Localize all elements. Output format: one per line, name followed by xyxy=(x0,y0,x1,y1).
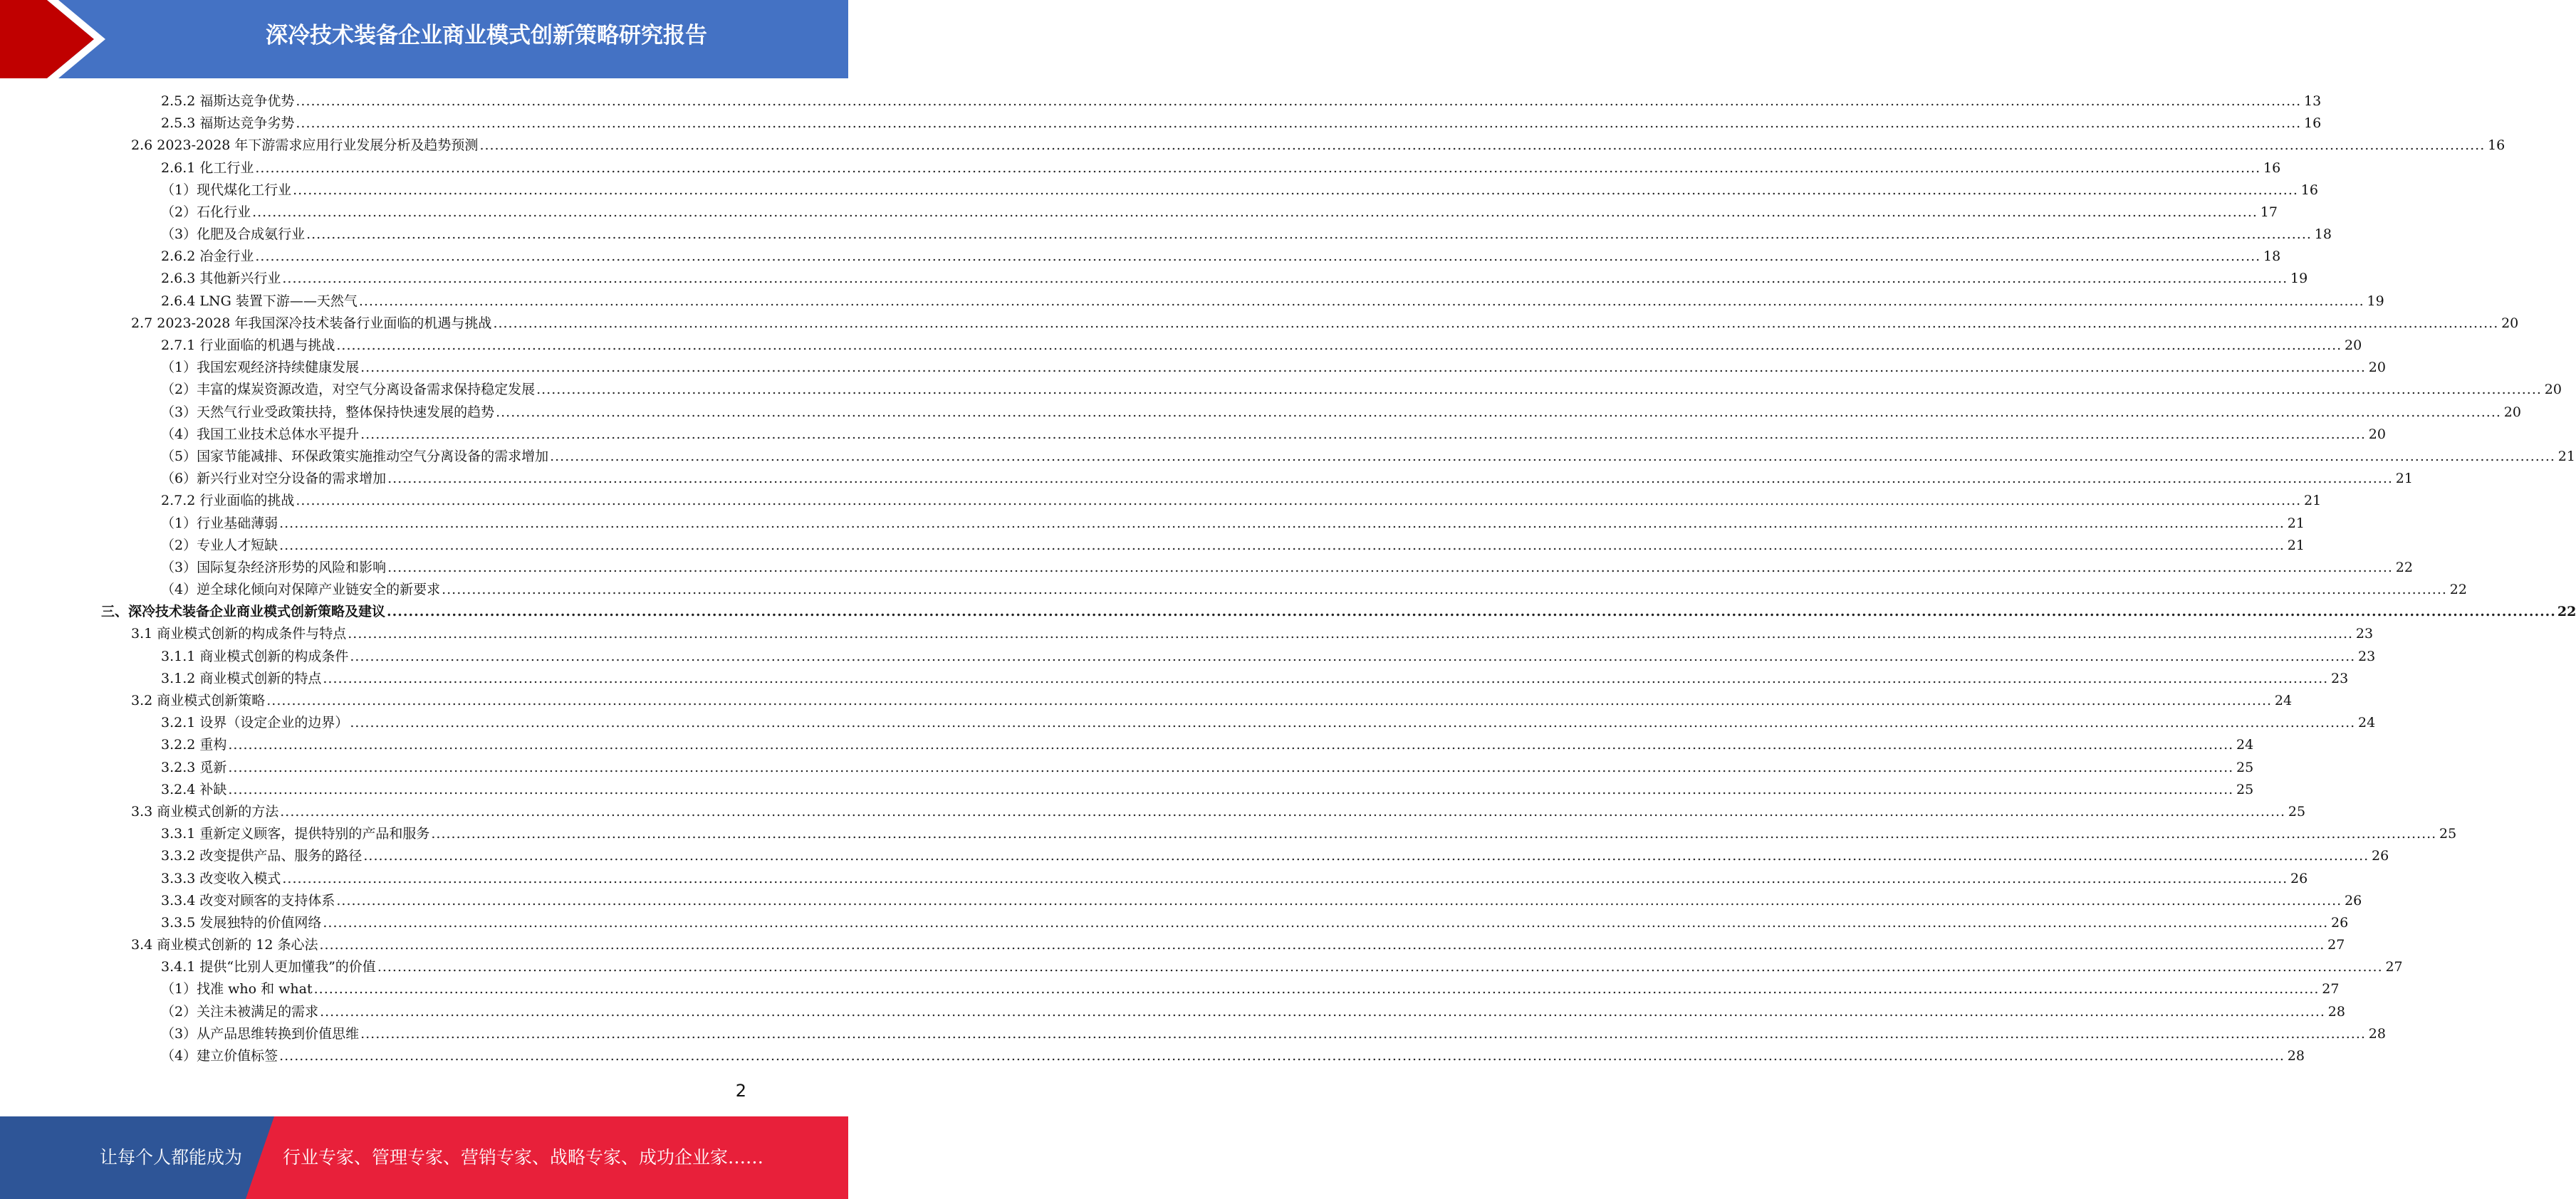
toc-dot-leader: ................................................................................................................................................................................................................................................................................................................................................................................................................ xyxy=(360,360,2366,376)
toc-entry-page: 23 xyxy=(2358,648,2376,664)
toc-entry[interactable] xyxy=(0,112,2322,135)
toc-entry[interactable] xyxy=(0,557,2413,579)
toc-entry-page: 26 xyxy=(2345,892,2362,909)
toc-entry-page: 20 xyxy=(2368,426,2386,442)
toc-dot-leader: ................................................................................................................................................................................................................................................................................................................................................................................................................ xyxy=(387,559,2393,575)
toc-entry-title: （3）从产品思维转换到价值思维 xyxy=(161,1025,360,1042)
toc-entry[interactable] xyxy=(0,690,2293,712)
toc-dot-leader: ................................................................................................................................................................................................................................................................................................................................................................................................................ xyxy=(377,959,2383,975)
toc-entry-page: 22 xyxy=(2557,604,2576,620)
toc-dot-leader: ................................................................................................................................................................................................................................................................................................................................................................................................................ xyxy=(228,781,2234,797)
toc-entry[interactable] xyxy=(0,290,2384,313)
toc-entry[interactable] xyxy=(0,335,2362,357)
toc-entry-page: 20 xyxy=(2345,337,2362,354)
toc-entry-title: 3.3.5 发展独特的价值网络 xyxy=(161,914,322,931)
toc-dot-leader: ................................................................................................................................................................................................................................................................................................................................................................................................................ xyxy=(360,426,2366,442)
toc-entry-page: 16 xyxy=(2300,182,2318,198)
toc-entry-page: 22 xyxy=(2395,559,2413,575)
table-of-contents xyxy=(0,90,2576,1067)
toc-entry[interactable] xyxy=(0,1001,2345,1023)
toc-entry[interactable] xyxy=(0,357,2386,379)
toc-dot-leader: ................................................................................................................................................................................................................................................................................................................................................................................................................ xyxy=(282,271,2288,287)
toc-entry-title: 2.6.2 冶金行业 xyxy=(161,248,254,265)
toc-entry-page: 24 xyxy=(2358,715,2376,731)
toc-entry[interactable] xyxy=(0,979,2340,1001)
toc-dot-leader: ................................................................................................................................................................................................................................................................................................................................................................................................................ xyxy=(296,93,2302,109)
toc-entry-page: 22 xyxy=(2449,582,2467,598)
toc-dot-leader: ................................................................................................................................................................................................................................................................................................................................................................................................................ xyxy=(550,448,2555,464)
toc-entry-title: （5）国家节能减排、环保政策实施推动空气分离设备的需求增加 xyxy=(161,448,549,464)
toc-entry[interactable] xyxy=(0,535,2305,557)
toc-entry-title: 2.6.1 化工行业 xyxy=(161,159,254,176)
toc-entry-title: 3.1 商业模式创新的构成条件与特点 xyxy=(131,626,347,642)
toc-dot-leader: ................................................................................................................................................................................................................................................................................................................................................................................................................ xyxy=(387,471,2393,487)
toc-entry[interactable] xyxy=(0,424,2386,446)
toc-entry-title: （3）化肥及合成氨行业 xyxy=(161,226,306,243)
toc-dot-leader: ................................................................................................................................................................................................................................................................................................................................................................................................................ xyxy=(360,1025,2366,1042)
toc-dot-leader: ................................................................................................................................................................................................................................................................................................................................................................................................................ xyxy=(280,803,2286,820)
toc-entry-title: 3.2.2 重构 xyxy=(161,737,227,753)
toc-entry-title: 3.3.3 改变收入模式 xyxy=(161,870,281,886)
toc-entry[interactable] xyxy=(0,734,2254,756)
toc-entry[interactable] xyxy=(0,624,2374,646)
toc-dot-leader: ................................................................................................................................................................................................................................................................................................................................................................................................................ xyxy=(358,293,2364,309)
toc-entry-page: 23 xyxy=(2355,626,2374,642)
toc-dot-leader: ................................................................................................................................................................................................................................................................................................................................................................................................................ xyxy=(320,1003,2325,1020)
toc-dot-leader: ................................................................................................................................................................................................................................................................................................................................................................................................................ xyxy=(336,892,2342,909)
toc-dot-leader: ................................................................................................................................................................................................................................................................................................................................................................................................................ xyxy=(279,515,2285,531)
toc-entry-page: 20 xyxy=(2501,315,2519,331)
toc-entry-page: 21 xyxy=(2557,448,2575,464)
toc-entry-page: 26 xyxy=(2331,914,2349,931)
toc-dot-leader: ................................................................................................................................................................................................................................................................................................................................................................................................................ xyxy=(536,382,2542,398)
toc-entry-title: 2.7.2 行业面临的挑战 xyxy=(161,493,295,509)
toc-dot-leader: ................................................................................................................................................................................................................................................................................................................................................................................................................ xyxy=(348,626,2354,642)
toc-entry-title: 3.3 商业模式创新的方法 xyxy=(131,803,279,820)
toc-dot-leader: ................................................................................................................................................................................................................................................................................................................................................................................................................ xyxy=(431,826,2437,842)
toc-entry[interactable] xyxy=(0,868,2308,890)
toc-entry-page: 25 xyxy=(2236,781,2254,797)
toc-entry-page: 16 xyxy=(2488,137,2505,154)
toc-entry-page: 16 xyxy=(2304,115,2322,132)
toc-entry[interactable] xyxy=(0,135,2505,157)
toc-dot-leader: ................................................................................................................................................................................................................................................................................................................................................................................................................ xyxy=(296,493,2302,509)
toc-dot-leader: ................................................................................................................................................................................................................................................................................................................................................................................................................ xyxy=(313,981,2320,998)
toc-entry[interactable] xyxy=(0,224,2332,246)
toc-dot-leader: ................................................................................................................................................................................................................................................................................................................................................................................................................ xyxy=(279,1048,2285,1064)
toc-entry[interactable] xyxy=(0,712,2376,734)
toc-entry-title: 3.1.2 商业模式创新的特点 xyxy=(161,670,322,686)
toc-dot-leader: ................................................................................................................................................................................................................................................................................................................................................................................................................ xyxy=(363,848,2369,864)
toc-entry[interactable] xyxy=(0,823,2457,845)
toc-entry-title: 3.3.2 改变提供产品、服务的路径 xyxy=(161,848,363,864)
toc-dot-leader: ................................................................................................................................................................................................................................................................................................................................................................................................................ xyxy=(442,582,2447,598)
toc-entry-title: 3.3.4 改变对顾客的支持体系 xyxy=(161,892,335,909)
toc-dot-leader: ................................................................................................................................................................................................................................................................................................................................................................................................................ xyxy=(496,404,2501,420)
toc-entry[interactable] xyxy=(0,268,2308,290)
toc-entry[interactable] xyxy=(0,646,2376,668)
page-header xyxy=(0,0,848,78)
toc-entry[interactable] xyxy=(0,801,2306,823)
toc-entry-title: 3.3.1 重新定义顾客，提供特别的产品和服务 xyxy=(161,826,430,842)
toc-entry-page: 25 xyxy=(2288,803,2306,820)
toc-entry-title: 三、深冷技术装备企业商业模式创新策略及建议 xyxy=(101,604,386,620)
toc-entry-page: 27 xyxy=(2327,937,2345,953)
toc-entry-title: （4）我国工业技术总体水平提升 xyxy=(161,426,360,442)
toc-entry-page: 28 xyxy=(2327,1003,2345,1020)
toc-entry-page: 26 xyxy=(2372,848,2389,864)
toc-entry-title: （3）国际复杂经济形势的风险和影响 xyxy=(161,559,387,575)
toc-entry-page: 18 xyxy=(2314,226,2332,243)
toc-entry[interactable] xyxy=(0,468,2413,490)
page-number: 2 xyxy=(735,1081,746,1101)
toc-entry-page: 27 xyxy=(2322,981,2340,998)
toc-dot-leader: ................................................................................................................................................................................................................................................................................................................................................................................................................ xyxy=(296,115,2302,132)
toc-dot-leader: ................................................................................................................................................................................................................................................................................................................................................................................................................ xyxy=(323,914,2329,931)
toc-entry-page: 21 xyxy=(2287,537,2305,553)
toc-entry[interactable] xyxy=(0,912,2349,934)
toc-entry-page: 16 xyxy=(2263,159,2281,176)
toc-dot-leader: ................................................................................................................................................................................................................................................................................................................................................................................................................ xyxy=(479,137,2486,154)
toc-entry[interactable] xyxy=(0,1045,2305,1067)
toc-entry[interactable] xyxy=(0,379,2562,401)
toc-entry-title: 2.5.2 福斯达竞争优势 xyxy=(161,93,295,109)
toc-dot-leader: ................................................................................................................................................................................................................................................................................................................................................................................................................ xyxy=(252,204,2258,220)
toc-entry[interactable] xyxy=(0,890,2362,912)
toc-dot-leader: ................................................................................................................................................................................................................................................................................................................................................................................................................ xyxy=(228,759,2234,775)
toc-entry-title: 2.6.4 LNG 装置下游——天然气 xyxy=(161,293,358,309)
toc-entry[interactable] xyxy=(0,668,2349,690)
toc-entry[interactable] xyxy=(0,513,2305,535)
toc-entry[interactable] xyxy=(0,845,2389,867)
toc-entry-page: 19 xyxy=(2367,293,2384,309)
toc-entry[interactable] xyxy=(0,934,2345,956)
toc-entry[interactable] xyxy=(0,201,2278,224)
toc-entry[interactable] xyxy=(0,90,2322,112)
footer-slogan-left: 让每个人都能成为 xyxy=(100,1147,243,1168)
toc-entry-title: 3.2 商业模式创新策略 xyxy=(131,693,266,709)
toc-entry[interactable] xyxy=(0,579,2467,601)
toc-entry-title: （2）专业人才短缺 xyxy=(161,537,278,553)
toc-dot-leader: ................................................................................................................................................................................................................................................................................................................................................................................................................ xyxy=(323,670,2329,686)
toc-dot-leader: ................................................................................................................................................................................................................................................................................................................................................................................................................ xyxy=(306,226,2312,243)
toc-entry-title: 3.2.1 设界（设定企业的边界） xyxy=(161,715,349,731)
toc-entry-title: 3.2.4 补缺 xyxy=(161,781,227,797)
toc-entry-page: 21 xyxy=(2395,471,2413,487)
footer-slogan-right: 行业专家、管理专家、营销专家、战略专家、成功企业家…… xyxy=(283,1147,764,1168)
toc-entry-title: （2）石化行业 xyxy=(161,204,251,220)
toc-dot-leader: ................................................................................................................................................................................................................................................................................................................................................................................................................ xyxy=(350,648,2356,664)
report-title: 深冷技术装备企业商业模式创新策略研究报告 xyxy=(266,23,707,48)
toc-entry-page: 19 xyxy=(2290,271,2308,287)
toc-entry-title: （6）新兴行业对空分设备的需求增加 xyxy=(161,471,387,487)
toc-entry[interactable] xyxy=(0,601,2576,623)
toc-dot-leader: ................................................................................................................................................................................................................................................................................................................................................................................................................ xyxy=(319,937,2325,953)
toc-entry-page: 21 xyxy=(2287,515,2305,531)
toc-entry[interactable] xyxy=(0,779,2254,801)
toc-entry-page: 17 xyxy=(2260,204,2278,220)
toc-entry-page: 20 xyxy=(2368,360,2386,376)
toc-entry-title: （3）天然气行业受政策扶持，整体保持快速发展的趋势 xyxy=(161,404,495,420)
page-footer xyxy=(0,1116,848,1199)
toc-entry-page: 23 xyxy=(2331,670,2349,686)
toc-entry-title: 2.6 2023-2028 年下游需求应用行业发展分析及趋势预测 xyxy=(131,137,479,154)
toc-entry-page: 24 xyxy=(2274,693,2293,709)
toc-dot-leader: ................................................................................................................................................................................................................................................................................................................................................................................................................ xyxy=(266,693,2273,709)
toc-entry[interactable] xyxy=(0,179,2318,201)
toc-entry-page: 20 xyxy=(2503,404,2521,420)
toc-entry-title: 3.4.1 提供“比别人更加懂我”的价值 xyxy=(161,959,376,975)
toc-dot-leader: ................................................................................................................................................................................................................................................................................................................................................................................................................ xyxy=(387,604,2556,620)
toc-entry-title: 3.1.1 商业模式创新的构成条件 xyxy=(161,648,349,664)
chevron-arrow-icon xyxy=(0,0,114,78)
toc-dot-leader: ................................................................................................................................................................................................................................................................................................................................................................................................................ xyxy=(255,159,2261,176)
toc-entry-page: 28 xyxy=(2287,1048,2305,1064)
toc-entry[interactable] xyxy=(0,446,2575,468)
toc-entry-title: 3.2.3 觅新 xyxy=(161,759,227,775)
toc-dot-leader: ................................................................................................................................................................................................................................................................................................................................................................................................................ xyxy=(282,870,2288,886)
toc-entry-page: 26 xyxy=(2290,870,2308,886)
toc-dot-leader: ................................................................................................................................................................................................................................................................................................................................................................................................................ xyxy=(350,715,2356,731)
toc-entry-title: 2.7.1 行业面临的机遇与挑战 xyxy=(161,337,335,354)
toc-entry-title: 2.7 2023-2028 年我国深冷技术装备行业面临的机遇与挑战 xyxy=(131,315,492,331)
toc-dot-leader: ................................................................................................................................................................................................................................................................................................................................................................................................................ xyxy=(493,315,2499,331)
toc-dot-leader: ................................................................................................................................................................................................................................................................................................................................................................................................................ xyxy=(293,182,2298,198)
toc-entry[interactable] xyxy=(0,956,2403,978)
toc-entry-title: （1）行业基础薄弱 xyxy=(161,515,278,531)
toc-entry-page: 25 xyxy=(2236,759,2254,775)
toc-entry[interactable] xyxy=(0,157,2281,179)
toc-entry[interactable] xyxy=(0,402,2521,424)
toc-entry-page: 13 xyxy=(2304,93,2322,109)
toc-dot-leader: ................................................................................................................................................................................................................................................................................................................................................................................................................ xyxy=(336,337,2342,354)
toc-entry-title: 2.5.3 福斯达竞争劣势 xyxy=(161,115,295,132)
toc-entry[interactable] xyxy=(0,1023,2386,1045)
toc-entry[interactable] xyxy=(0,757,2254,779)
toc-entry-title: （2）关注未被满足的需求 xyxy=(161,1003,319,1020)
toc-entry[interactable] xyxy=(0,490,2322,512)
toc-entry-page: 25 xyxy=(2439,826,2457,842)
toc-entry-page: 27 xyxy=(2385,959,2403,975)
toc-entry-page: 20 xyxy=(2544,382,2562,398)
toc-entry[interactable] xyxy=(0,246,2281,268)
toc-entry-page: 24 xyxy=(2236,737,2254,753)
toc-entry-title: （4）建立价值标签 xyxy=(161,1048,278,1064)
toc-entry-page: 21 xyxy=(2304,493,2322,509)
toc-dot-leader: ................................................................................................................................................................................................................................................................................................................................................................................................................ xyxy=(279,537,2285,553)
toc-entry-title: （4）逆全球化倾向对保障产业链安全的新要求 xyxy=(161,582,441,598)
toc-dot-leader: ................................................................................................................................................................................................................................................................................................................................................................................................................ xyxy=(255,248,2261,265)
toc-entry-page: 28 xyxy=(2368,1025,2386,1042)
toc-entry-title: （1）我国宏观经济持续健康发展 xyxy=(161,360,360,376)
toc-dot-leader: ................................................................................................................................................................................................................................................................................................................................................................................................................ xyxy=(228,737,2234,753)
toc-entry-title: （2）丰富的煤炭资源改造，对空气分离设备需求保持稳定发展 xyxy=(161,382,536,398)
toc-entry-page: 18 xyxy=(2263,248,2281,265)
toc-entry-title: 2.6.3 其他新兴行业 xyxy=(161,271,281,287)
toc-entry-title: （1）现代煤化工行业 xyxy=(161,182,292,198)
toc-entry[interactable] xyxy=(0,313,2519,335)
toc-entry-title: 3.4 商业模式创新的 12 条心法 xyxy=(131,937,318,953)
toc-entry-title: （1）找准 who 和 what xyxy=(161,981,313,998)
